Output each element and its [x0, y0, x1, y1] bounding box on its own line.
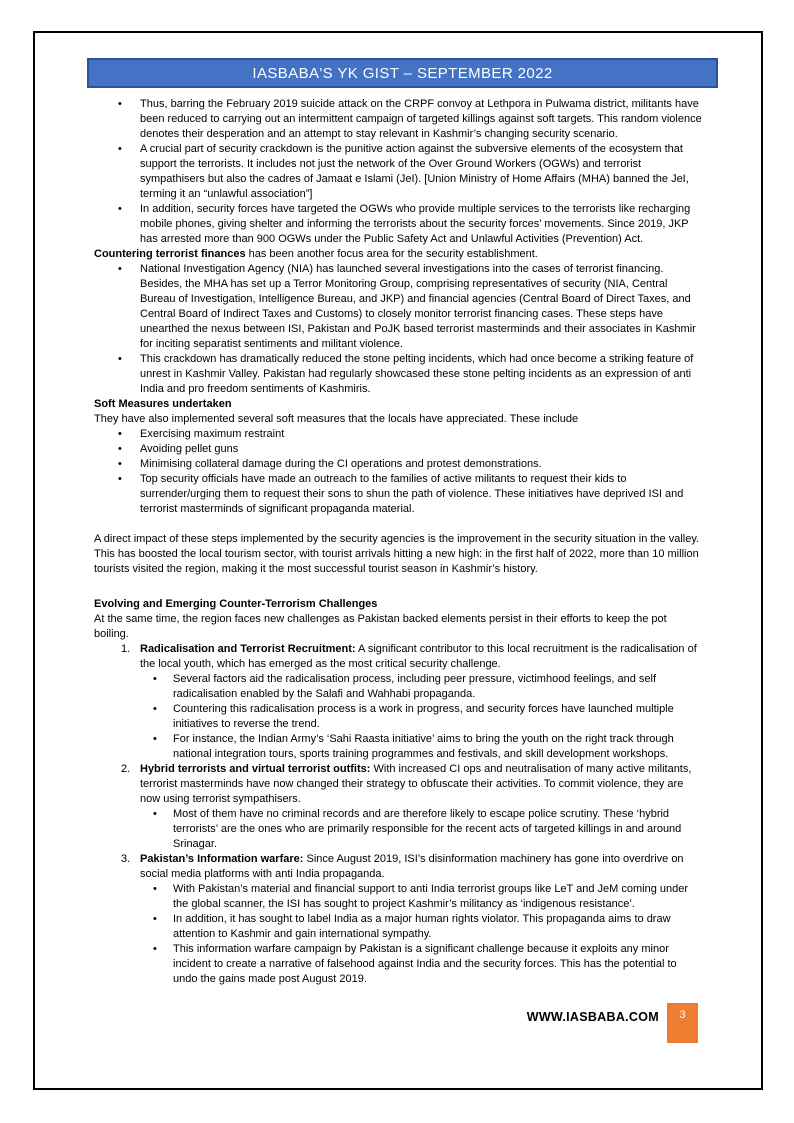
page-border-frame [33, 31, 763, 1090]
sub-list-item [94, 702, 702, 732]
sub-list-item [94, 882, 702, 912]
item-rest-text: With increased CI ops and neutralisation of many active militants, terrorist masterminds have now changed their strategy to obfuscate their activities. To commit violence, they are now using terrorist sympathisers. [140, 763, 692, 805]
sub-item-text: Countering this radicalisation process is a work in progress, and security forces have launched multiple initiatives to reverse the trend. [173, 703, 674, 730]
list-item-text: Exercising maximum restraint [140, 428, 285, 440]
list-item-text: Minimising collateral damage during the CI operations and protest demonstrations. [140, 458, 542, 470]
list-item [94, 202, 702, 247]
sub-list-item [94, 732, 702, 762]
list-item [94, 352, 702, 397]
bullet-icon [94, 202, 140, 247]
bullet-list-soft-measures [94, 427, 702, 517]
finances-rest-text: has been another focus area for the security establishment. [245, 248, 538, 260]
item-number: 2. [121, 763, 131, 775]
sub-list-item [94, 942, 702, 987]
item-number: 1. [121, 643, 131, 655]
sub-item-text: In addition, it has sought to label India as a major human rights violator. This propaganda aims to draw attention to Kashmir and gain international sympathy. [173, 913, 671, 940]
item-number: 3. [121, 853, 131, 865]
item-rest-text: Since August 2019, ISI’s disinformation machinery has gone into overdrive on social media platforms with anti India propaganda. [140, 853, 684, 880]
document-body [94, 97, 702, 987]
website-text: WWW.IASBABA.COM [526, 1010, 659, 1024]
evolving-challenges-heading: Evolving and Emerging Counter-Terrorism Challenges [94, 598, 378, 610]
list-item-text: A crucial part of security crackdown is the punitive action against the subversive elements of the ecosystem that support the terrorists. It includes not just the network of the Over Ground Workers (OGWs) and terrorist sympathisers but also the cadres of Jamaat e Islami (JeI). [Union Ministry of Home Affairs (MHA) banned the JeI, terming it an “unlawful association”] [140, 143, 689, 200]
page-title: IASBABA'S YK GIST – SEPTEMBER 2022 [252, 64, 553, 82]
bullet-icon [94, 352, 140, 397]
list-item-text: Thus, barring the February 2019 suicide attack on the CRPF convoy at Lethpora in Pulwama district, militants have been reduced to carrying out an intermittent campaign of targeted killings against soft targets. This random violence denotes their desperation and an attempt to stay relevant in Kashmir’s changing security scenario. [140, 98, 702, 140]
item-lead-bold: Hybrid terrorists and virtual terrorist outfits: [140, 763, 371, 775]
numbered-item-text [140, 762, 702, 807]
item-lead-bold: Pakistan’s Information warfare: [140, 853, 304, 865]
item-lead-bold: Radicalisation and Terrorist Recruitment: [140, 643, 356, 655]
bullet-icon [94, 472, 140, 517]
sub-item-text: This information warfare campaign by Pakistan is a significant challenge because it exploits any minor incident to create a narrative of falsehood against India and the security forces. This has the potential to undo the gains made post August 2019. [173, 943, 677, 985]
sub-bullet-list [94, 807, 702, 852]
bullet-icon [94, 942, 173, 987]
sub-item-text: Several factors aid the radicalisation process, including peer pressure, victimhood feelings, and self radicalisation enabled by the Salafi and Wahhabi propaganda. [173, 673, 657, 700]
bullet-icon [94, 732, 173, 762]
sub-item-text: With Pakistan’s material and financial support to anti India terrorist groups like LeT and JeM coming under the global scanner, the ISI has sought to project Kashmir’s militancy as ‘indigenous resistance’. [173, 883, 689, 910]
bullet-list-finances [94, 262, 702, 397]
list-item [94, 442, 702, 457]
sub-list-item [94, 807, 702, 852]
bullet-icon [94, 97, 140, 142]
list-item-text: Top security officials have made an outreach to the families of active militants to request their kids to surrender/urging them to request their sons to shun the path of violence. These initiatives have deprived ISI and terrorist masterminds of significant propaganda material. [140, 473, 684, 515]
list-item [94, 472, 702, 517]
sub-list-item [94, 672, 702, 702]
bullet-icon [94, 142, 140, 202]
numbered-item [94, 642, 702, 762]
soft-measures-intro: They have also implemented several soft measures that the locals have appreciated. These include [94, 413, 579, 425]
impact-paragraph: A direct impact of these steps implemented by the security agencies is the improvement in the security situation in the valley. This has boosted the local tourism sector, with tourist arrivals hitting a new high: in the first half of 2022, more than 10 million tourists visited the region, making it the most successful tourist season in Kashmir’s history. [94, 533, 700, 575]
bullet-icon [94, 457, 140, 472]
list-item-text: Avoiding pellet guns [140, 443, 239, 455]
header-banner [87, 58, 718, 88]
sub-bullet-list [94, 882, 702, 987]
numbered-item-text [140, 852, 702, 882]
sub-bullet-list [94, 672, 702, 762]
list-item [94, 427, 702, 442]
soft-measures-heading: Soft Measures undertaken [94, 398, 232, 410]
page-number-badge: 3 [667, 1003, 698, 1043]
numbered-item-row [94, 762, 702, 807]
numbered-item-row [94, 852, 702, 882]
finances-paragraph [94, 247, 702, 262]
list-item-text: National Investigation Agency (NIA) has launched several investigations into the cases of terrorist financing. Besides, the MHA has set up a Terror Monitoring Group, comprising representatives of security (NIA, Central Bureau of Investigation, Intelligence Bureau, and JKP) and financial agencies (Central Board of Direct Taxes, and Central Board of Indirect Taxes and Customs) to closely monitor terrorist financing cases. These steps have unearthed the nexus between ISI, Pakistan and PoJK based terrorist masterminds and their associates in Kashmir for inciting separatist sentiments and militant violence. [140, 263, 696, 350]
numbered-challenges-list [94, 642, 702, 987]
list-item [94, 262, 702, 352]
bullet-icon [94, 702, 173, 732]
list-item [94, 142, 702, 202]
bullet-icon [94, 912, 173, 942]
numbered-item-row [94, 642, 702, 672]
bullet-icon [94, 262, 140, 352]
list-item-text: In addition, security forces have targeted the OGWs who provide multiple services to the terrorists like recharging mobile phones, giving shelter and informing the terrorists about the security forces’ movements. Since 2019, JKP has arrested more than 900 OGWs under the Public Safety Act and Unlawful Activities (Prevention) Act. [140, 203, 691, 245]
numbered-item [94, 762, 702, 852]
bullet-icon [94, 882, 173, 912]
sub-list-item [94, 912, 702, 942]
sub-item-text: For instance, the Indian Army’s ‘Sahi Raasta initiative’ aims to bring the youth on the right track through national integration tours, sports training programmes and festivals, and skill development workshops. [173, 733, 674, 760]
bullet-list-security-crackdown [94, 97, 702, 247]
list-item [94, 457, 702, 472]
bullet-icon [94, 672, 173, 702]
list-item-text: This crackdown has dramatically reduced the stone pelting incidents, which had once become a striking feature of unrest in Kashmir Valley. Pakistan had regularly showcased these stone pelting incidents as an expression of anti India and pro freedom sentiments of Kashmiris. [140, 353, 694, 395]
item-rest-text: A significant contributor to this local recruitment is the radicalisation of the local youth, which has emerged as the most critical security challenge. [140, 643, 697, 670]
list-item [94, 97, 702, 142]
bullet-icon [94, 442, 140, 457]
evolving-challenges-intro: At the same time, the region faces new challenges as Pakistan backed elements persist in their efforts to keep the pot boiling. [94, 613, 667, 640]
sub-item-text: Most of them have no criminal records and are therefore likely to escape police scrutiny. These ‘hybrid terrorists’ are the ones who are primarily responsible for the recent acts of targeted killings in and around Srinagar. [173, 808, 682, 850]
numbered-item-text [140, 642, 702, 672]
finances-lead-bold: Countering terrorist finances [94, 248, 246, 260]
numbered-item [94, 852, 702, 987]
bullet-icon [94, 427, 140, 442]
page-footer [527, 1003, 698, 1043]
bullet-icon [94, 807, 173, 852]
